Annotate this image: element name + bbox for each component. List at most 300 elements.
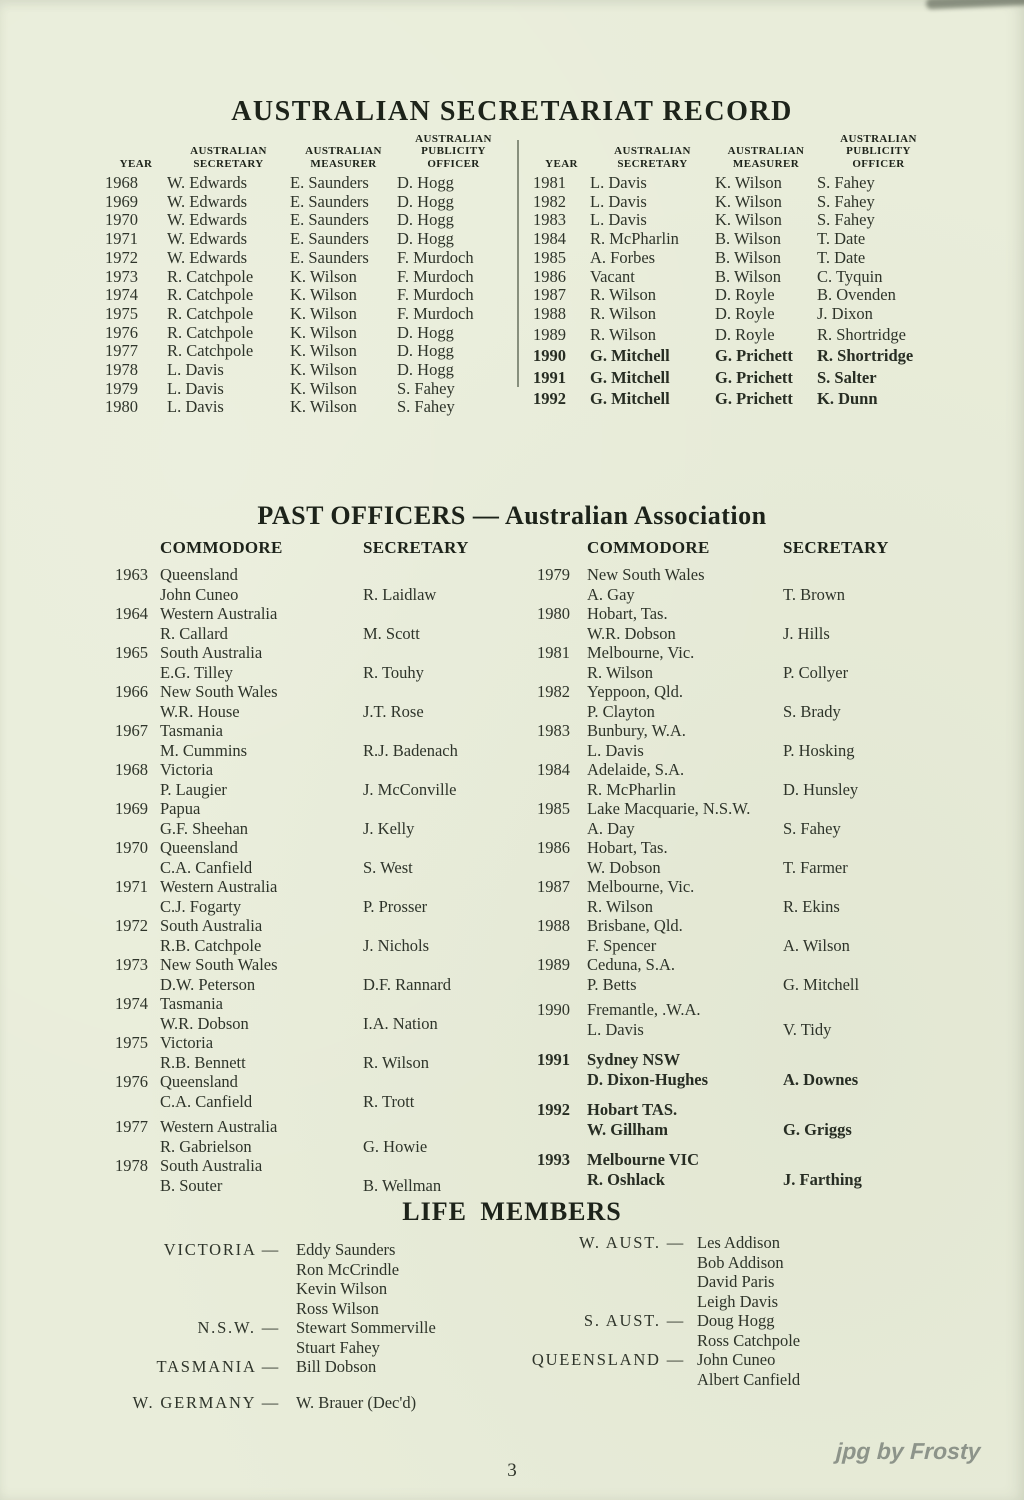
entry-place: Queensland: [160, 565, 238, 584]
past-officer-entry: [537, 1050, 947, 1089]
life-member-name: Doug Hogg: [697, 1311, 775, 1330]
entry-place: Tasmania: [160, 994, 223, 1013]
cell-officer: K. Dunn: [817, 388, 878, 408]
entry-line-names: [115, 741, 525, 761]
cell-secretary: R. Catchpole: [167, 341, 254, 361]
page-number: 3: [507, 1460, 517, 1481]
cell-measurer: K. Wilson: [715, 191, 782, 211]
cell-measurer: G. Prichett: [715, 388, 793, 408]
past-officer-entry: [115, 916, 525, 955]
entry-line-names: [537, 897, 947, 917]
secretary-name: T. Farmer: [783, 857, 848, 877]
entry-year: 1971: [115, 877, 148, 896]
entry-line-names: [115, 624, 525, 644]
entry-line-year-place: [537, 760, 947, 780]
secretary-name: S. Fahey: [783, 818, 841, 838]
cell-secretary: G. Mitchell: [590, 388, 670, 408]
cell-secretary: Vacant: [590, 266, 635, 286]
entry-line-names: [115, 897, 525, 917]
secretary-name: D.F. Rannard: [363, 974, 452, 994]
table-row: [533, 286, 940, 305]
cell-secretary: R. Catchpole: [167, 266, 254, 286]
commodore-name: B. Souter: [160, 1175, 223, 1195]
secretary-name: G. Howie: [363, 1136, 428, 1156]
past-officer-entry: [115, 604, 525, 643]
entry-place: Hobart, Tas.: [587, 838, 668, 857]
cell-measurer: B. Wilson: [715, 247, 781, 267]
commodore-name: L. Davis: [587, 1019, 644, 1039]
entry-line-year-place: [537, 916, 947, 936]
cell-secretary: G. Mitchell: [590, 346, 670, 366]
commodore-name: W. Dobson: [587, 857, 661, 877]
table-row: [105, 268, 510, 287]
entry-line-year-place: [115, 1033, 525, 1053]
entry-line-names: [115, 936, 525, 956]
commodore-name: R.B. Bennett: [160, 1052, 246, 1072]
entry-place: Yeppoon, Qld.: [587, 682, 683, 701]
entry-year: 1969: [115, 799, 148, 818]
cell-secretary: R. Wilson: [590, 303, 656, 323]
column-header-secretary: [167, 145, 290, 170]
column-header-line: AUSTRALIAN: [727, 145, 805, 157]
entry-line-names: [115, 663, 525, 683]
entry-place: Hobart, Tas.: [587, 604, 668, 623]
life-member-name: Bob Addison: [697, 1252, 784, 1272]
past-officers-column-left: [115, 538, 525, 1195]
cell-year: 1971: [105, 229, 138, 249]
secretary-header: SECRETARY: [363, 538, 469, 557]
commodore-name: L. Davis: [587, 740, 644, 760]
secretary-name: T. Brown: [783, 584, 846, 604]
commodore-name: F. Spencer: [587, 935, 657, 955]
entry-place: Victoria: [160, 1033, 214, 1052]
table-row: [533, 347, 940, 366]
entry-line-year-place: [537, 838, 947, 858]
cell-secretary: R. Catchpole: [167, 322, 254, 342]
entry-year: 1988: [537, 916, 570, 935]
cell-year: 1973: [105, 266, 138, 286]
cell-year: 1988: [533, 303, 566, 323]
column-header-measurer: [715, 145, 817, 170]
cell-secretary: W. Edwards: [167, 247, 248, 267]
entry-line-year-place: [115, 1072, 525, 1092]
table-row: [533, 174, 940, 193]
cell-secretary: R. Catchpole: [167, 285, 254, 305]
secretary-name: R. Trott: [363, 1091, 415, 1111]
life-member-name: Kevin Wilson: [296, 1279, 388, 1298]
entry-year: 1987: [537, 877, 570, 896]
entry-place: Lake Macquarie, N.S.W.: [587, 799, 751, 818]
past-officer-entry: [115, 1033, 525, 1072]
life-member-group: [120, 1357, 530, 1377]
entry-year: 1976: [115, 1072, 148, 1091]
secretary-name: R. Ekins: [783, 896, 840, 916]
life-member-name: Stewart Sommerville: [296, 1318, 436, 1337]
past-officers-column-headers: [115, 538, 525, 558]
cell-secretary: R. Wilson: [590, 325, 656, 345]
entry-year: 1972: [115, 916, 148, 935]
past-officer-entry: [537, 799, 947, 838]
table-row: [533, 326, 940, 345]
entry-year: 1989: [537, 955, 570, 974]
column-header-measurer: [290, 145, 397, 170]
past-officer-entry: [115, 994, 525, 1033]
entry-place: Queensland: [160, 1072, 238, 1091]
secretary-name: P. Collyer: [783, 662, 849, 682]
secretary-name: V. Tidy: [783, 1019, 832, 1039]
entry-place: Brisbane, Qld.: [587, 916, 683, 935]
life-member-name: Bill Dobson: [296, 1357, 377, 1376]
entry-place: Bunbury, W.A.: [587, 721, 686, 740]
past-officer-entry: [115, 643, 525, 682]
life-member-name: Leigh Davis: [697, 1291, 779, 1311]
entry-line-year-place: [115, 877, 525, 897]
table-row: [105, 174, 510, 193]
entry-line-names: [115, 1137, 525, 1157]
past-officer-entry: [537, 682, 947, 721]
entry-line-names: [537, 975, 947, 995]
entry-line-year-place: [115, 682, 525, 702]
table-row: [105, 193, 510, 212]
cell-secretary: L. Davis: [167, 360, 224, 380]
secretariat-table-1981-1992: [533, 132, 940, 408]
entry-line-year-place: [537, 721, 947, 741]
life-member-region-label: S. AUST. —: [583, 1311, 685, 1330]
cell-officer: D. Hogg: [397, 191, 454, 211]
column-header-line: SECRETARY: [617, 157, 688, 170]
cell-year: 1981: [533, 173, 566, 192]
entry-line-names: [115, 585, 525, 605]
life-member-name: John Cuneo: [697, 1350, 776, 1369]
table-row: [105, 286, 510, 305]
life-members-title: LIFE MEMBERS: [402, 1197, 622, 1226]
past-officer-entry: [537, 565, 947, 604]
secretary-name: M. Scott: [363, 623, 420, 643]
life-member-region-label: N.S.W. —: [197, 1318, 280, 1337]
entry-year: 1979: [537, 565, 570, 584]
entry-place: Queensland: [160, 838, 238, 857]
entry-line-year-place: [115, 1117, 525, 1137]
table-row: [105, 305, 510, 324]
column-header-line: AUSTRALIAN: [614, 145, 691, 157]
cell-year: 1987: [533, 285, 566, 305]
commodore-name: W.R. Dobson: [160, 1013, 249, 1033]
life-member-group: [525, 1350, 965, 1389]
cell-secretary: L. Davis: [167, 378, 224, 398]
column-header-line: PUBLICITY: [421, 145, 486, 157]
cell-officer: S. Fahey: [397, 378, 455, 398]
life-member-names: [296, 1393, 416, 1413]
entry-place: South Australia: [160, 1156, 263, 1175]
table-row: [533, 305, 940, 324]
past-officer-entry: [115, 838, 525, 877]
entry-line-names: [537, 1070, 947, 1090]
entry-line-names: [537, 936, 947, 956]
entry-line-year-place: [115, 721, 525, 741]
column-header-line: PUBLICITY: [846, 145, 911, 157]
cell-measurer: D. Royle: [715, 285, 775, 305]
life-members-column-right: [525, 1233, 965, 1389]
commodore-name: P. Clayton: [587, 701, 655, 721]
commodore-name: C.A. Canfield: [160, 1091, 253, 1111]
commodore-name: G.F. Sheehan: [160, 818, 249, 838]
entry-line-names: [537, 819, 947, 839]
entry-line-names: [537, 780, 947, 800]
cell-measurer: B. Wilson: [715, 229, 781, 249]
entry-line-names: [115, 819, 525, 839]
entry-line-year-place: [115, 604, 525, 624]
life-member-names: [697, 1233, 784, 1311]
table-row: [105, 380, 510, 399]
life-member-group: [120, 1318, 530, 1357]
column-header-year: [105, 158, 167, 171]
cell-officer: R. Shortridge: [817, 346, 914, 366]
entry-place: Tasmania: [160, 721, 223, 740]
table-row: [105, 398, 510, 417]
cell-secretary: W. Edwards: [167, 191, 248, 211]
commodore-name: John Cuneo: [160, 584, 239, 604]
cell-year: 1972: [105, 247, 138, 267]
entry-year: 1973: [115, 955, 148, 974]
entry-year: 1993: [537, 1150, 570, 1169]
column-header-line: OFFICER: [852, 157, 905, 170]
table-row: [533, 230, 940, 249]
cell-measurer: K. Wilson: [290, 397, 357, 417]
cell-officer: D. Hogg: [397, 210, 454, 230]
commodore-name: R. McPharlin: [587, 779, 676, 799]
cell-measurer: K. Wilson: [715, 173, 782, 192]
column-header-line: AUSTRALIAN: [190, 145, 267, 157]
secretary-name: P. Hosking: [783, 740, 855, 760]
cell-measurer: K. Wilson: [290, 266, 357, 286]
secretary-name: J. Nichols: [363, 935, 429, 955]
column-header-line: SECRETARY: [193, 157, 264, 170]
table-header-row: [105, 132, 510, 170]
secretary-name: J. Kelly: [363, 818, 415, 838]
past-officer-entry: [537, 760, 947, 799]
cell-secretary: L. Davis: [590, 173, 647, 192]
cell-measurer: E. Saunders: [290, 191, 369, 211]
entry-year: 1965: [115, 643, 148, 662]
entry-place: Victoria: [160, 760, 214, 779]
commodore-name: A. Day: [587, 818, 635, 838]
past-officer-entry: [537, 721, 947, 760]
page-title: AUSTRALIAN SECRETARIAT RECORD: [231, 96, 793, 127]
commodore-name: R. Gabrielson: [160, 1136, 252, 1156]
entry-place: New South Wales: [160, 682, 278, 701]
column-header-line: AUSTRALIAN: [840, 132, 917, 145]
cell-secretary: W. Edwards: [167, 229, 248, 249]
commodore-name: R. Callard: [160, 623, 228, 643]
entry-line-year-place: [537, 682, 947, 702]
entry-place: South Australia: [160, 916, 263, 935]
commodore-name: W.R. House: [160, 701, 240, 721]
entry-year: 1980: [537, 604, 570, 623]
cell-officer: R. Shortridge: [817, 325, 906, 345]
cell-year: 1974: [105, 285, 138, 305]
entry-line-names: [537, 624, 947, 644]
cell-measurer: K. Wilson: [290, 285, 357, 305]
table-row: [533, 249, 940, 268]
entry-place: Western Australia: [160, 604, 278, 623]
commodore-name: M. Cummins: [160, 740, 248, 760]
cell-officer: S. Fahey: [817, 191, 875, 211]
entry-year: 1984: [537, 760, 570, 779]
cell-measurer: D. Royle: [715, 325, 775, 345]
cell-secretary: W. Edwards: [167, 210, 248, 230]
cell-year: 1984: [533, 229, 566, 249]
secretary-name: P. Prosser: [363, 896, 428, 916]
entry-place: New South Wales: [587, 565, 705, 584]
commodore-header: COMMODORE: [160, 538, 283, 557]
past-officer-entry: [115, 955, 525, 994]
table-row: [105, 211, 510, 230]
past-officer-entry: [115, 1072, 525, 1111]
entry-year: 1974: [115, 994, 148, 1013]
column-header-secretary: [590, 145, 715, 170]
entry-year: 1964: [115, 604, 148, 623]
commodore-name: C.J. Fogarty: [160, 896, 242, 916]
entry-line-names: [115, 702, 525, 722]
table-row: [105, 361, 510, 380]
entry-line-names: [115, 975, 525, 995]
cell-measurer: G. Prichett: [715, 346, 793, 366]
commodore-name: P. Betts: [587, 974, 637, 994]
commodore-name: R. Oshlack: [587, 1169, 665, 1189]
cell-year: 1991: [533, 367, 566, 387]
secretary-name: R. Wilson: [363, 1052, 429, 1072]
past-officer-entry: [115, 799, 525, 838]
entry-line-year-place: [537, 565, 947, 585]
entry-line-year-place: [115, 760, 525, 780]
entry-line-year-place: [115, 643, 525, 663]
commodore-name: A. Gay: [587, 584, 635, 604]
cell-measurer: E. Saunders: [290, 229, 369, 249]
past-officer-entry: [537, 1100, 947, 1139]
entry-place: Ceduna, S.A.: [587, 955, 675, 974]
entry-year: 1986: [537, 838, 570, 857]
entry-place: Western Australia: [160, 877, 278, 896]
table-row: [105, 230, 510, 249]
entry-year: 1981: [537, 643, 570, 662]
cell-officer: D. Hogg: [397, 341, 454, 361]
past-officer-entry: [537, 838, 947, 877]
life-member-name: Les Addison: [697, 1233, 780, 1252]
cell-officer: D. Hogg: [397, 322, 454, 342]
table-row: [533, 211, 940, 230]
table-row: [533, 369, 940, 388]
commodore-name: W. Gillham: [587, 1119, 668, 1139]
secretary-name: J. Hills: [783, 623, 830, 643]
cell-secretary: W. Edwards: [167, 173, 248, 192]
secretary-name: A. Downes: [783, 1069, 859, 1089]
entry-line-year-place: [537, 877, 947, 897]
table-row: [105, 342, 510, 361]
commodore-name: R.B. Catchpole: [160, 935, 262, 955]
cell-secretary: A. Forbes: [590, 247, 656, 267]
table-row: [533, 268, 940, 287]
past-officers-column-right: [537, 538, 947, 1189]
cell-year: 1980: [105, 397, 138, 417]
cell-officer: B. Ovenden: [817, 285, 896, 305]
past-officers-column-headers: [537, 538, 947, 558]
cell-measurer: K. Wilson: [290, 322, 357, 342]
entry-place: Melbourne, Vic.: [587, 643, 695, 662]
entry-line-names: [537, 1120, 947, 1140]
life-member-region-label: W. AUST. —: [578, 1233, 685, 1252]
column-header-line: MEASURER: [732, 157, 800, 170]
table-row: [105, 249, 510, 268]
cell-year: 1989: [533, 325, 566, 345]
life-member-name: Ron McCrindle: [296, 1259, 400, 1279]
cell-officer: D. Hogg: [397, 360, 454, 380]
scan-smudge: [926, 0, 1024, 9]
cell-secretary: R. McPharlin: [590, 229, 679, 249]
life-member-group: [525, 1311, 965, 1350]
entry-line-names: [115, 1014, 525, 1034]
life-member-name: David Paris: [697, 1272, 775, 1291]
entry-year: 1963: [115, 565, 148, 584]
cell-year: 1976: [105, 322, 138, 342]
secretary-name: R.J. Badenach: [363, 740, 458, 760]
entry-line-year-place: [115, 955, 525, 975]
past-officer-entry: [537, 643, 947, 682]
cell-year: 1977: [105, 341, 138, 361]
past-officer-entry: [115, 565, 525, 604]
secretary-name: B. Wellman: [363, 1175, 442, 1195]
commodore-header: COMMODORE: [587, 538, 710, 557]
cell-year: 1979: [105, 378, 138, 398]
entry-line-year-place: [115, 565, 525, 585]
secretary-name: I.A. Nation: [363, 1013, 438, 1033]
column-header-line: AUSTRALIAN: [415, 132, 492, 145]
cell-officer: D. Hogg: [397, 173, 454, 192]
entry-line-year-place: [537, 1000, 947, 1020]
watermark: jpg by Frosty: [835, 1438, 981, 1464]
entry-line-year-place: [115, 916, 525, 936]
cell-officer: D. Hogg: [397, 229, 454, 249]
life-member-name: Eddy Saunders: [296, 1240, 396, 1259]
entry-line-names: [537, 702, 947, 722]
entry-year: 1970: [115, 838, 148, 857]
entry-place: Sydney NSW: [587, 1050, 681, 1069]
cell-measurer: B. Wilson: [715, 266, 781, 286]
cell-secretary: R. Wilson: [590, 285, 656, 305]
cell-measurer: E. Saunders: [290, 173, 369, 192]
past-officer-entry: [537, 1000, 947, 1039]
past-officer-entry: [115, 721, 525, 760]
entry-place: Western Australia: [160, 1117, 278, 1136]
cell-year: 1969: [105, 191, 138, 211]
secretary-name: J.T. Rose: [363, 701, 424, 721]
past-officer-entry: [115, 877, 525, 916]
entry-line-year-place: [115, 1156, 525, 1176]
cell-secretary: G. Mitchell: [590, 367, 670, 387]
column-divider: [517, 140, 519, 387]
entry-year: 1985: [537, 799, 570, 818]
life-members-column-left: [120, 1240, 530, 1412]
table-header-row: [533, 132, 940, 170]
cell-officer: S. Fahey: [817, 210, 875, 230]
cell-officer: C. Tyquin: [817, 266, 883, 286]
entry-year: 1977: [115, 1117, 148, 1136]
entry-line-names: [537, 1170, 947, 1190]
life-member-name: W. Brauer (Dec'd): [296, 1392, 417, 1412]
entry-place: Hobart TAS.: [587, 1100, 678, 1119]
entry-year: 1990: [537, 1000, 570, 1019]
secretary-name: S. West: [363, 857, 413, 877]
entry-line-names: [537, 858, 947, 878]
